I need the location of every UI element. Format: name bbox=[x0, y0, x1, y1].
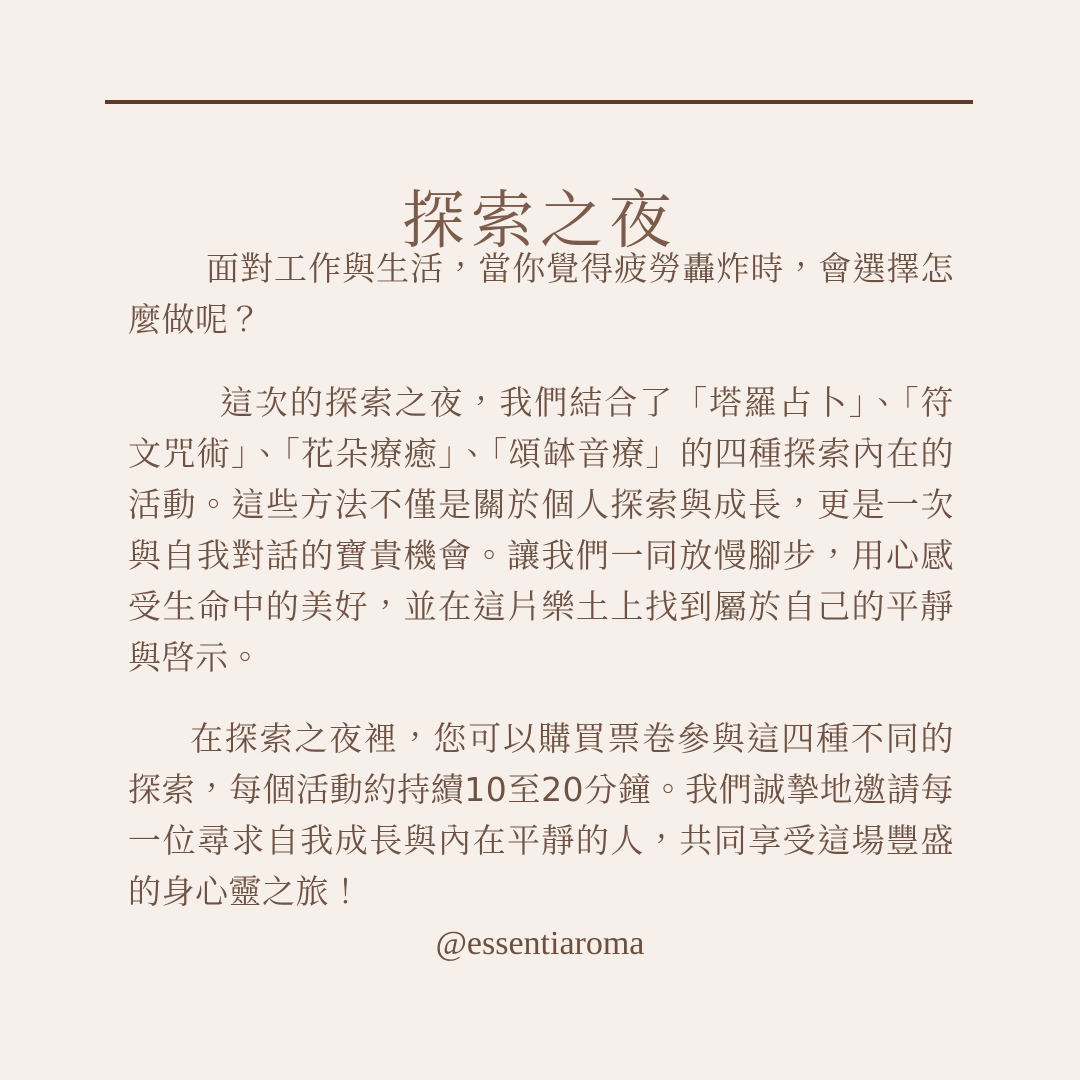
social-handle: @essentiaroma bbox=[435, 925, 645, 962]
top-divider-rule bbox=[105, 100, 973, 104]
paragraph-2: 這次的探索之夜，我們結合了「塔羅占卜」、「符文咒術」、「花朵療癒」、「頌缽音療」的四種探索內在的活動。這些方法不僅是關於個人探索與成長，更是一次與自我對話的寶貴機會。讓我們一同放慢腳步，用心感受生命中的美好，並在這片樂土上找到屬於自己的平靜與啓示。 bbox=[128, 383, 954, 677]
page-title: 探索之夜 bbox=[402, 184, 678, 258]
body-text-block bbox=[128, 243, 954, 917]
paragraph-1: 面對工作與生活，當你覺得疲勞轟炸時，會選擇怎麼做呢？ bbox=[128, 249, 954, 339]
paragraph-3: 在探索之夜裡，您可以購買票卷參與這四種不同的探索，每個活動約持續10至20分鐘。我們誠摯地邀請每一位尋求自我成長與內在平靜的人，共同享受這場豐盛的身心靈之旅！ bbox=[128, 719, 954, 911]
